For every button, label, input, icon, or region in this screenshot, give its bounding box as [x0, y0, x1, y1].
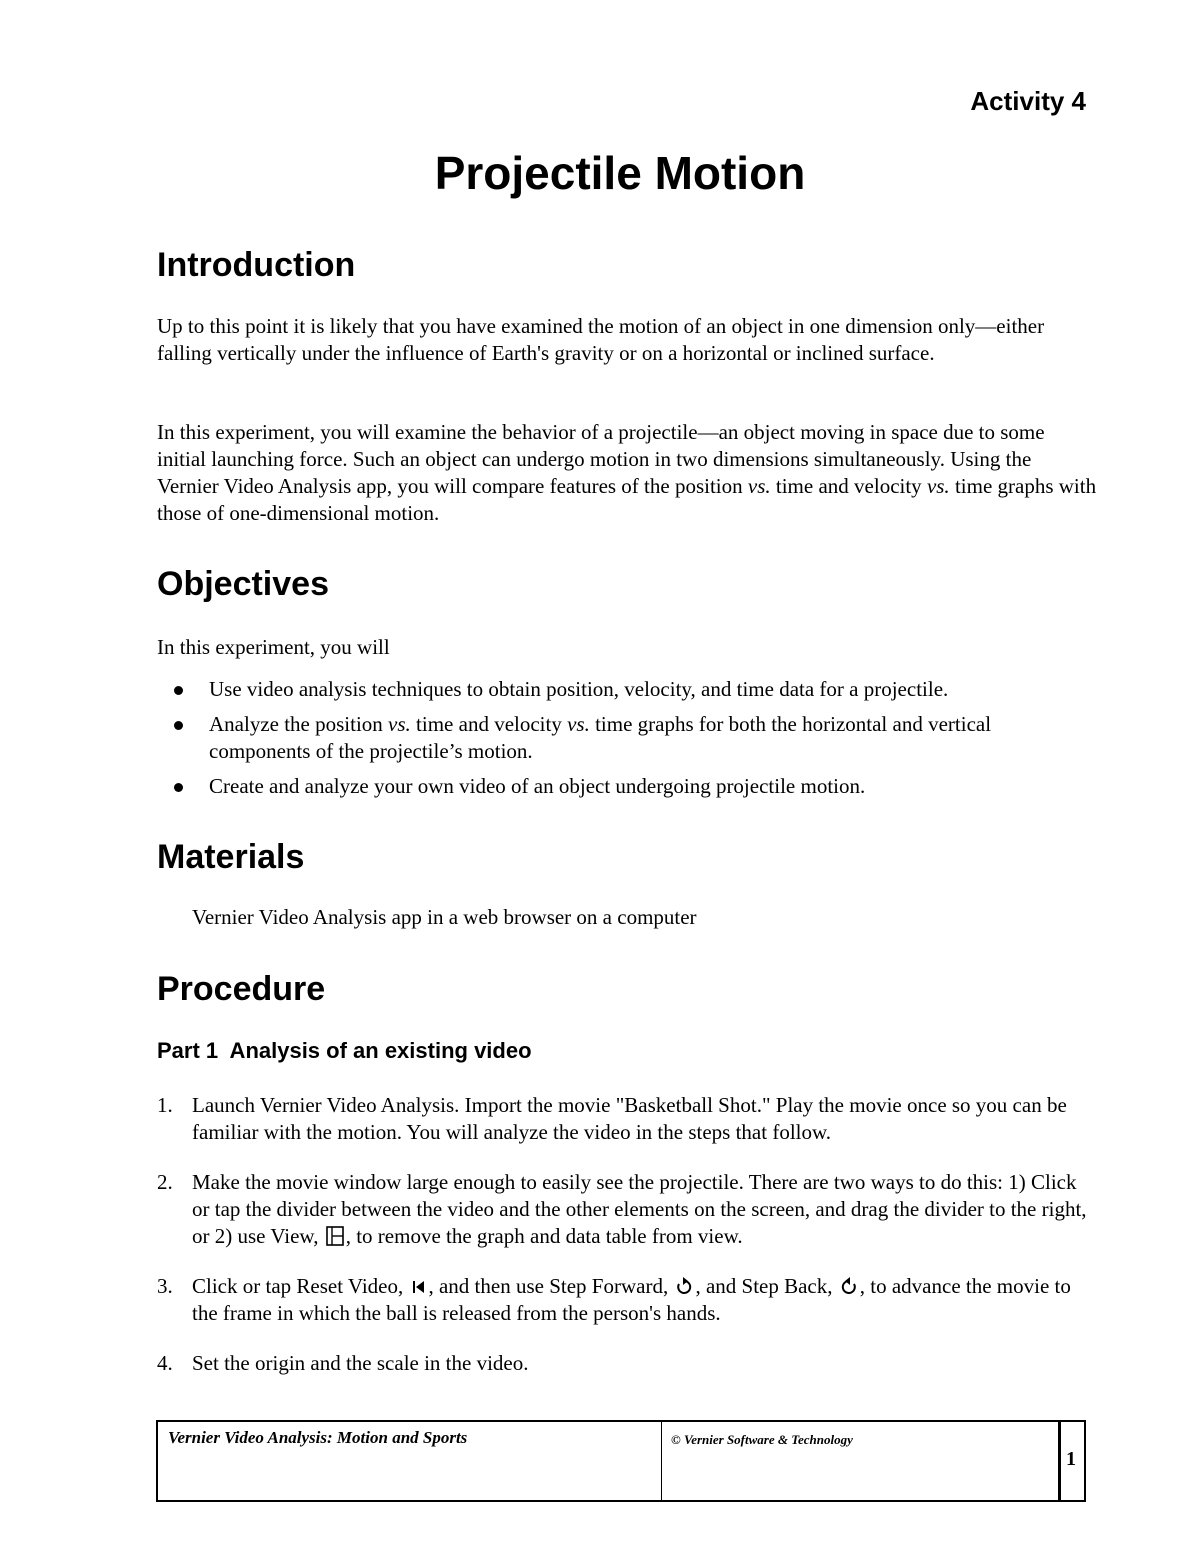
objectives-heading: Objectives	[157, 565, 329, 603]
footer-book-title: Vernier Video Analysis: Motion and Sports	[168, 1428, 468, 1447]
procedure-heading: Procedure	[157, 970, 326, 1008]
list-item: Use video analysis techniques to obtain position, velocity, and time data for a projectile.	[157, 676, 1097, 703]
list-item: 2. Make the movie window large enough to easily see the projectile. There are two ways to do this: 1) Click or tap the divider between the video and the other elements on the screen, and drag the divider to the right, or 2) use View, , to remove the graph and data table from view.	[157, 1170, 1087, 1248]
reset-video-icon	[410, 1278, 426, 1296]
page-number: 1	[1066, 1448, 1076, 1470]
objectives-list	[157, 676, 1097, 808]
step-back-icon	[840, 1276, 858, 1296]
bullet-icon	[174, 686, 183, 695]
objectives-lead: In this experiment, you will	[157, 635, 390, 659]
page-title: Projectile Motion	[434, 147, 806, 199]
view-layout-icon	[326, 1226, 344, 1246]
footer-page-cell	[1058, 1422, 1084, 1500]
procedure-steps	[157, 1092, 1092, 1400]
list-item: 1. Launch Vernier Video Analysis. Import the movie "Basketball Shot." Play the movie once so you can be familiar with the motion. You will analyze the video in the steps that follow.	[157, 1093, 1067, 1144]
list-item: Create and analyze your own video of an object undergoing projectile motion.	[157, 773, 1097, 800]
list-item: 4. Set the origin and the scale in the video.	[157, 1351, 529, 1375]
footer-copyright: © Vernier Software & Technology	[671, 1432, 853, 1447]
introduction-paragraph-1: Up to this point it is likely that you have examined the motion of an object in one dimension only—either falling vertically under the influence of Earth's gravity or on a horizontal or inclined surface.	[157, 314, 1045, 365]
materials-item: Vernier Video Analysis app in a web browser on a computer	[192, 905, 697, 929]
bullet-icon	[174, 783, 183, 792]
page-footer	[156, 1420, 1086, 1502]
materials-heading: Materials	[157, 838, 305, 876]
list-item: Analyze the position vs. time and velocity vs. time graphs for both the horizontal and vertical components of the projectile’s motion.	[157, 711, 1097, 765]
part-1-heading: Part 1 Analysis of an existing video	[157, 1038, 532, 1063]
bullet-icon	[174, 721, 183, 730]
activity-label: Activity 4	[970, 86, 1086, 116]
list-item: 3. Click or tap Reset Video, , and then use Step Forward, , and Step Back, , to advance the movie to the frame in which the ball is released from the person's hands.	[157, 1274, 1071, 1325]
footer-copyright-cell	[661, 1422, 1061, 1500]
introduction-paragraph-2: In this experiment, you will examine the behavior of a projectile—an object moving in space due to some initial launching force. Such an object can undergo motion in two dimensions simultaneously. Using the Vernier Video Analysis app, you will compare features of the position vs. time and velocity vs. time graphs with those of one-dimensional motion.	[157, 420, 1097, 525]
introduction-heading: Introduction	[157, 246, 356, 284]
footer-book-cell	[158, 1422, 662, 1500]
step-forward-icon	[675, 1276, 693, 1296]
